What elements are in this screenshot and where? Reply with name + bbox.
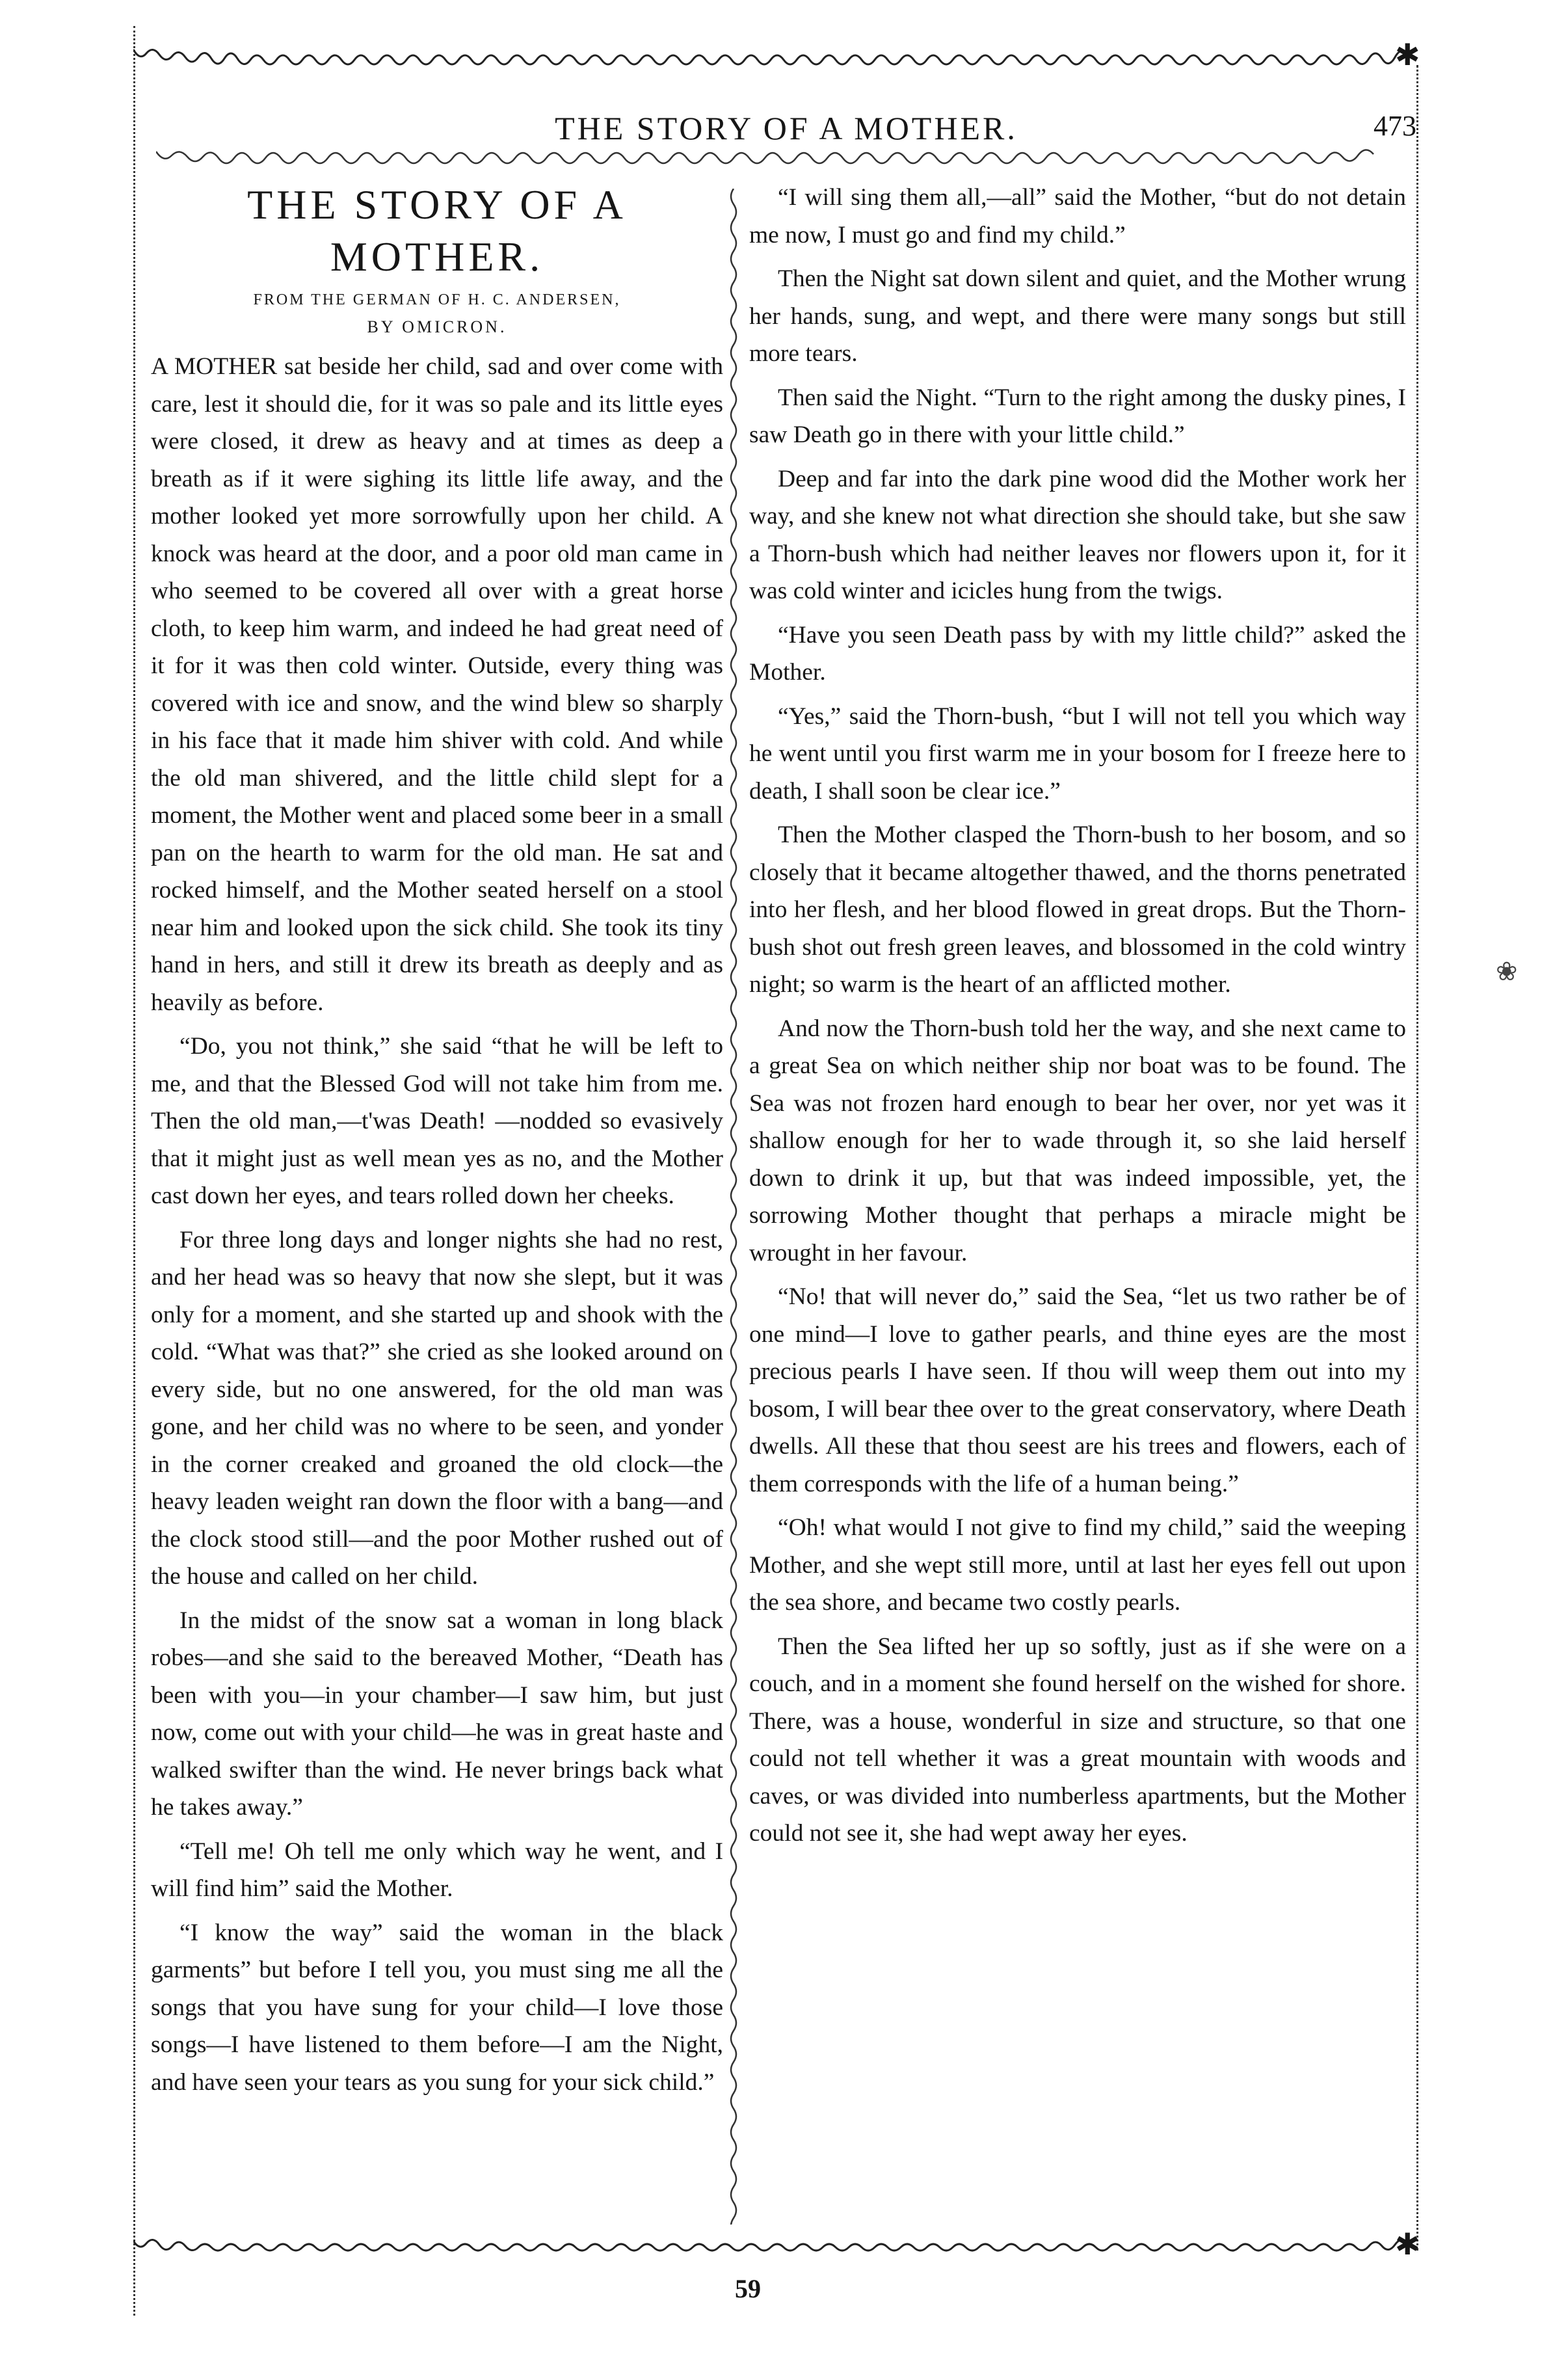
right-paragraph-7: Then the Mother clasped the Thorn-bush to her bosom, and so closely that it became altogether thawed, and the thorns penetrated into her flesh, and her blood flowed in great drops. But the Thorn-bush shot out fresh green leaves, and blossomed in the cold wintry night; so warm is the heart of an afflicted mother.	[749, 822, 1406, 998]
left-paragraph-2: “Do, you not think,” she said “that he will be left to me, and that the Blessed God will not take him from me. Then the old man,—t'was Death! —nodded so evasively that it might just as well mean yes as no, and the Mother cast down her eyes, and tears rolled down her cheeks.	[151, 1033, 723, 1209]
left-paragraph-1: A MOTHER sat beside her child, sad and over come with care, lest it should die, for it was so pale and its little eyes were closed, it drew as heavy and at times as deep a breath as if it were sighing its little life away, and the mother looked yet more sorrowfully upon her child. A knock was heard at the door, and a poor old man came in who seemed to be covered all over with a great horse cloth, to keep him warm, and indeed he had great need of it for it was then cold winter. Outside, every thing was covered with ice and snow, and the wind blew so sharply in his face that it made him shiver with cold. And while the old man shivered, and the little child slept for a moment, the Mother went and placed some beer in a small pan on the hearth to warm for the old man. He sat and rocked himself, and the Mother seated herself on a stool near him and looked upon the sick child. She took its tiny hand in hers, and still it drew its breath as deeply and as heavily as before.	[151, 353, 723, 1016]
running-head-title: THE STORY OF A MOTHER.	[555, 110, 1018, 146]
left-paragraph-3: For three long days and longer nights she had no rest, and her head was so heavy that now she slept, but it was only for a moment, and she started up and shook with the cold. “What was that?” she cried as she looked around on every side, but no one answered, for the old man was gone, and her child was no where to be seen, and yonder in the corner creaked and groaned the old clock—the heavy leaden weight ran down the floor with a bang—and the clock stood still—and the poor Mother rushed out of the house and called on her child.	[151, 1226, 723, 1590]
right-paragraph-9: “No! that will never do,” said the Sea, “let us two rather be of one mind—I love to gather pearls, and thine eyes are the most precious pearls I have seen. If thou will weep them out into my bosom, I will bear thee over to the great conservatory, where Death dwells. All these that thou seest are his trees and flowers, each of them corresponds with the life of a human being.”	[749, 1283, 1406, 1497]
bottom-corner-ornament: ✱	[1395, 2228, 1420, 2261]
left-column	[151, 179, 723, 2208]
right-paragraph-4: Deep and far into the dark pine wood did the Mother work her way, and she knew not what direction she should take, but she saw a Thorn-bush which had neither leaves nor flowers upon it, for it was cold winter and icicles hung from the twigs.	[749, 465, 1406, 604]
right-paragraph-3: Then said the Night. “Turn to the right among the dusky pines, I saw Death go in there with your little child.”	[749, 384, 1406, 448]
margin-ink-blot: ❀	[1496, 957, 1518, 986]
left-paragraph-5: “Tell me! Oh tell me only which way he went, and I will find him” said the Mother.	[151, 1838, 723, 1902]
column-divider	[727, 189, 740, 2225]
header-ornamental-rule	[156, 146, 1385, 168]
article-title: THE STORY OF A MOTHER.	[247, 181, 627, 280]
right-paragraph-1: “I will sing them all,—all” said the Mother, “but do not detain me now, I must go and find my child.”	[749, 184, 1406, 248]
right-paragraph-8: And now the Thorn-bush told her the way, and she next came to a great Sea on which neither ship nor boat was to be found. The Sea was not frozen hard enough to bear her over, nor yet was it shallow enough for her to wade through it, so she laid herself down to drink it up, but that was indeed impossible, yet, the sorrowing Mother thought that perhaps a miracle might be wrought in her favour.	[749, 1015, 1406, 1266]
top-ornamental-border	[133, 46, 1427, 68]
article-source: FROM THE GERMAN OF H. C. ANDERSEN,	[253, 291, 621, 308]
left-paragraph-6: “I know the way” said the woman in the black garments” but before I tell you, you must sing me all the songs that you have sung for your child—I love those songs—I have listened to them before—I am the Night, and have seen your tears as you sung for your sick child.”	[151, 1919, 723, 2096]
bottom-ornamental-border	[133, 2234, 1427, 2256]
left-border-rule	[133, 26, 144, 2316]
article-byline: BY OMICRON.	[367, 317, 507, 336]
top-corner-ornament: ✱	[1395, 38, 1420, 72]
page-number: 473	[1374, 110, 1416, 142]
right-paragraph-11: Then the Sea lifted her up so softly, just as if she were on a couch, and in a moment she found herself on the wished for shore. There, was a house, wonderful in size and structure, so that one could not tell whether it was a great mountain with woods and caves, or was divided into numberless apartments, but the Mother could not see it, she had wept away her eyes.	[749, 1633, 1406, 1847]
right-paragraph-2: Then the Night sat down silent and quiet, and the Mother wrung her hands, sung, and wept, and there were many songs but still more tears.	[749, 265, 1406, 367]
left-paragraph-4: In the midst of the snow sat a woman in long black robes—and she said to the bereaved Mother, “Death has been with you—in your chamber—I saw him, but just now, come out with your child—he was in great haste and walked swifter than the wind. He never brings back what he takes away.”	[151, 1607, 723, 1821]
signature-mark: 59	[735, 2274, 761, 2303]
right-paragraph-6: “Yes,” said the Thorn-bush, “but I will not tell you which way he went until you first warm me in your bosom for I freeze here to death, I shall soon be clear ice.”	[749, 702, 1406, 805]
right-paragraph-10: “Oh! what would I not give to find my child,” said the weeping Mother, and she wept still more, until at last her eyes fell out upon the sea shore, and became two costly pearls.	[749, 1514, 1406, 1616]
right-paragraph-5: “Have you seen Death pass by with my little child?” asked the Mother.	[749, 621, 1406, 686]
right-border-rule	[1410, 65, 1418, 2251]
right-column	[749, 179, 1406, 2208]
